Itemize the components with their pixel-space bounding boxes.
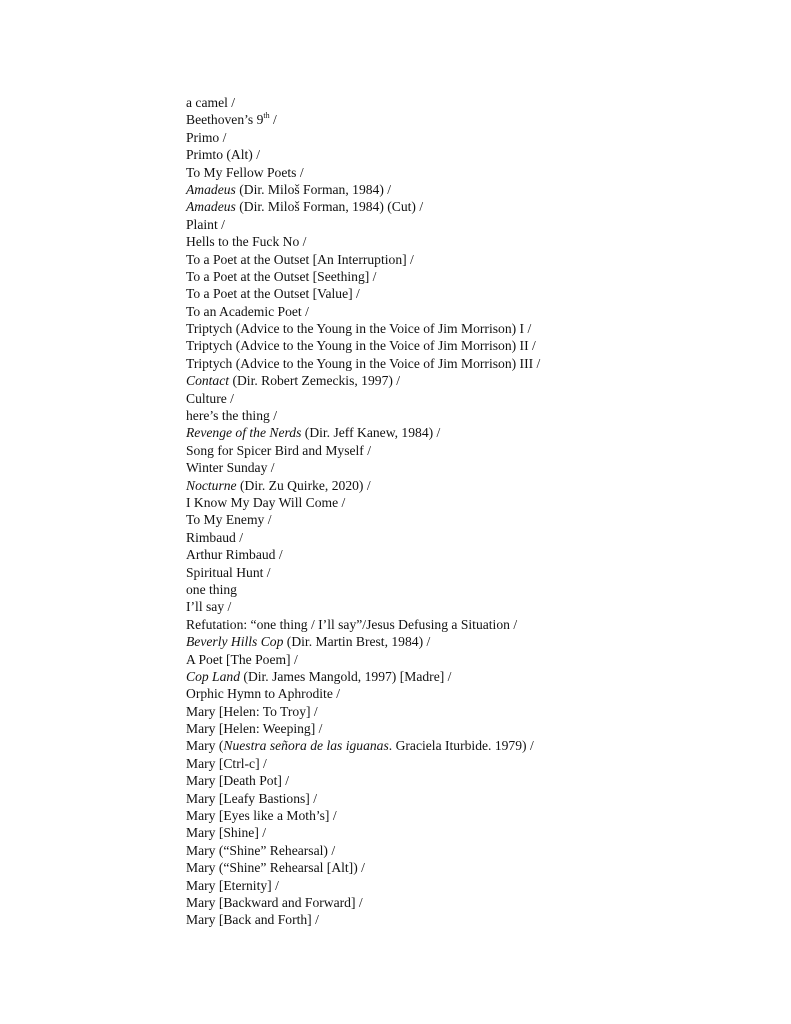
poem-title-entry: Mary [Leafy Bastions] /	[186, 790, 317, 806]
film-title: Cop Land	[186, 668, 241, 684]
poem-title-entry: Mary (“Shine” Rehearsal [Alt]) /	[186, 860, 365, 876]
poem-title-entry: Plaint /	[186, 216, 225, 232]
poem-title-entry: I’ll say /	[186, 599, 232, 615]
poem-title-entry: Refutation: “one thing / I’ll say”/Jesus Defusing a Situation /	[186, 616, 518, 632]
poem-title-entry: Primo /	[186, 129, 227, 145]
poem-title-entry: Triptych (Advice to the Young in the Voice of Jim Morrison) I /	[186, 321, 532, 337]
poem-title-entry: Beethoven’s 9th /	[186, 110, 277, 128]
poem-title-entry: A Poet [The Poem] /	[186, 651, 298, 667]
poem-title-list	[186, 94, 540, 929]
poem-title-entry: Winter Sunday /	[186, 460, 275, 476]
film-title: Revenge of the Nerds	[186, 425, 302, 441]
poem-title-entry: Primto (Alt) /	[186, 147, 261, 163]
poem-title-entry: Mary [Eyes like a Moth’s] /	[186, 808, 337, 824]
film-title: Amadeus	[186, 199, 236, 215]
poem-title-entry: Mary (Nuestra señora de las iguanas. Graciela Iturbide. 1979) /	[186, 738, 534, 754]
poem-title-entry: Revenge of the Nerds (Dir. Jeff Kanew, 1984) /	[186, 425, 441, 441]
poem-title-entry: Orphic Hymn to Aphrodite /	[186, 686, 341, 702]
poem-title-entry: Nocturne (Dir. Zu Quirke, 2020) /	[186, 477, 371, 493]
poem-title-entry: Triptych (Advice to the Young in the Voice of Jim Morrison) II /	[186, 338, 536, 354]
film-title: Amadeus	[186, 181, 236, 197]
poem-title-entry: Amadeus (Dir. Miloš Forman, 1984) /	[186, 181, 392, 197]
poem-title-entry: Culture /	[186, 390, 234, 406]
poem-title-entry: Hells to the Fuck No /	[186, 234, 307, 250]
film-title: Nocturne	[186, 477, 237, 493]
ordinal-suffix: th	[263, 110, 270, 120]
poem-title-entry: Spiritual Hunt /	[186, 564, 271, 580]
poem-title-entry: Mary (“Shine” Rehearsal) /	[186, 842, 336, 858]
poem-title-entry: Arthur Rimbaud /	[186, 547, 283, 563]
film-title: Contact	[186, 373, 230, 389]
poem-title-entry: Mary [Backward and Forward] /	[186, 894, 363, 910]
poem-title-entry: Mary [Helen: To Troy] /	[186, 703, 318, 719]
poem-title-entry: Mary [Helen: Weeping] /	[186, 721, 323, 737]
poem-title-entry: To an Academic Poet /	[186, 303, 309, 319]
film-title: Beverly Hills Cop	[186, 634, 284, 650]
poem-title-entry: To a Poet at the Outset [An Interruption] /	[186, 251, 414, 267]
poem-title-entry: Amadeus (Dir. Miloš Forman, 1984) (Cut) /	[186, 199, 424, 215]
poem-title-entry: here’s the thing /	[186, 408, 277, 424]
poem-title-entry: a camel /	[186, 95, 236, 110]
poem-title-entry: Beverly Hills Cop (Dir. Martin Brest, 1984) /	[186, 634, 431, 650]
poem-title-entry: Mary [Death Pot] /	[186, 773, 290, 789]
poem-title-entry: one thing	[186, 581, 237, 597]
poem-title-entry: Rimbaud /	[186, 529, 244, 545]
poem-title-entry: Mary [Back and Forth] /	[186, 912, 319, 928]
poem-title-entry: Cop Land (Dir. James Mangold, 1997) [Madre] /	[186, 668, 452, 684]
poem-title-entry: To a Poet at the Outset [Value] /	[186, 286, 360, 302]
artwork-title: Nuestra señora de las iguanas	[223, 738, 389, 754]
poem-title-entry: I Know My Day Will Come /	[186, 494, 346, 510]
poem-title-entry: To a Poet at the Outset [Seething] /	[186, 268, 377, 284]
poem-title-entry: Song for Spicer Bird and Myself /	[186, 442, 372, 458]
poem-title-entry: To My Fellow Poets /	[186, 164, 304, 180]
poem-title-entry: Contact (Dir. Robert Zemeckis, 1997) /	[186, 373, 401, 389]
poem-title-entry: Mary [Shine] /	[186, 825, 267, 841]
poem-title-entry: To My Enemy /	[186, 512, 272, 528]
poem-title-entry: Mary [Ctrl-c] /	[186, 755, 267, 771]
poem-title-entry: Triptych (Advice to the Young in the Voice of Jim Morrison) III /	[186, 355, 541, 371]
poem-title-entry: Mary [Eternity] /	[186, 877, 279, 893]
